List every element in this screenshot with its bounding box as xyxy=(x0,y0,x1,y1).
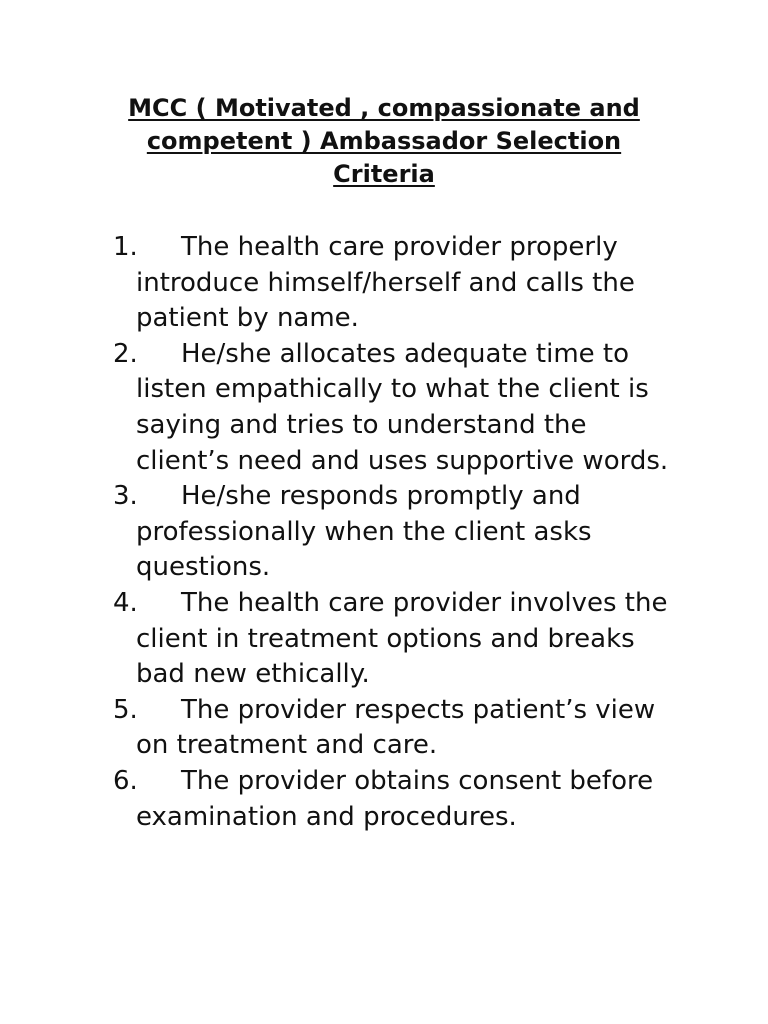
criteria-item-6 xyxy=(113,764,673,835)
criteria-item-text: He/she allocates adequate time to listen empathically to what the client is saying and tries to understand the client’s need and uses supportive words. xyxy=(136,338,669,476)
criteria-item-number: 3. xyxy=(113,481,138,512)
criteria-item-text: The provider obtains consent before examination and procedures. xyxy=(136,765,654,832)
criteria-item-2 xyxy=(113,337,673,479)
document-title: MCC ( Motivated , compassionate and competent ) Ambassador Selection Criteria xyxy=(128,94,640,188)
criteria-item-4 xyxy=(113,586,673,693)
criteria-item-number: 4. xyxy=(113,587,138,618)
criteria-item-1 xyxy=(113,230,673,337)
criteria-item-text: The provider respects patient’s view on treatment and care. xyxy=(136,694,656,761)
criteria-item-number: 6. xyxy=(113,765,138,796)
criteria-list xyxy=(113,230,673,835)
criteria-item-5 xyxy=(113,693,673,764)
criteria-item-text: The health care provider involves the client in treatment options and breaks bad new ethically. xyxy=(136,587,668,690)
criteria-item-number: 1. xyxy=(113,232,138,262)
criteria-item-text: The health care provider properly introduce himself/herself and calls the patient by name. xyxy=(136,232,635,334)
criteria-item-number: 2. xyxy=(113,338,138,369)
criteria-item-number: 5. xyxy=(113,694,138,725)
criteria-item-text: He/she responds promptly and professionally when the client asks questions. xyxy=(136,481,592,583)
criteria-item-3 xyxy=(113,479,673,586)
